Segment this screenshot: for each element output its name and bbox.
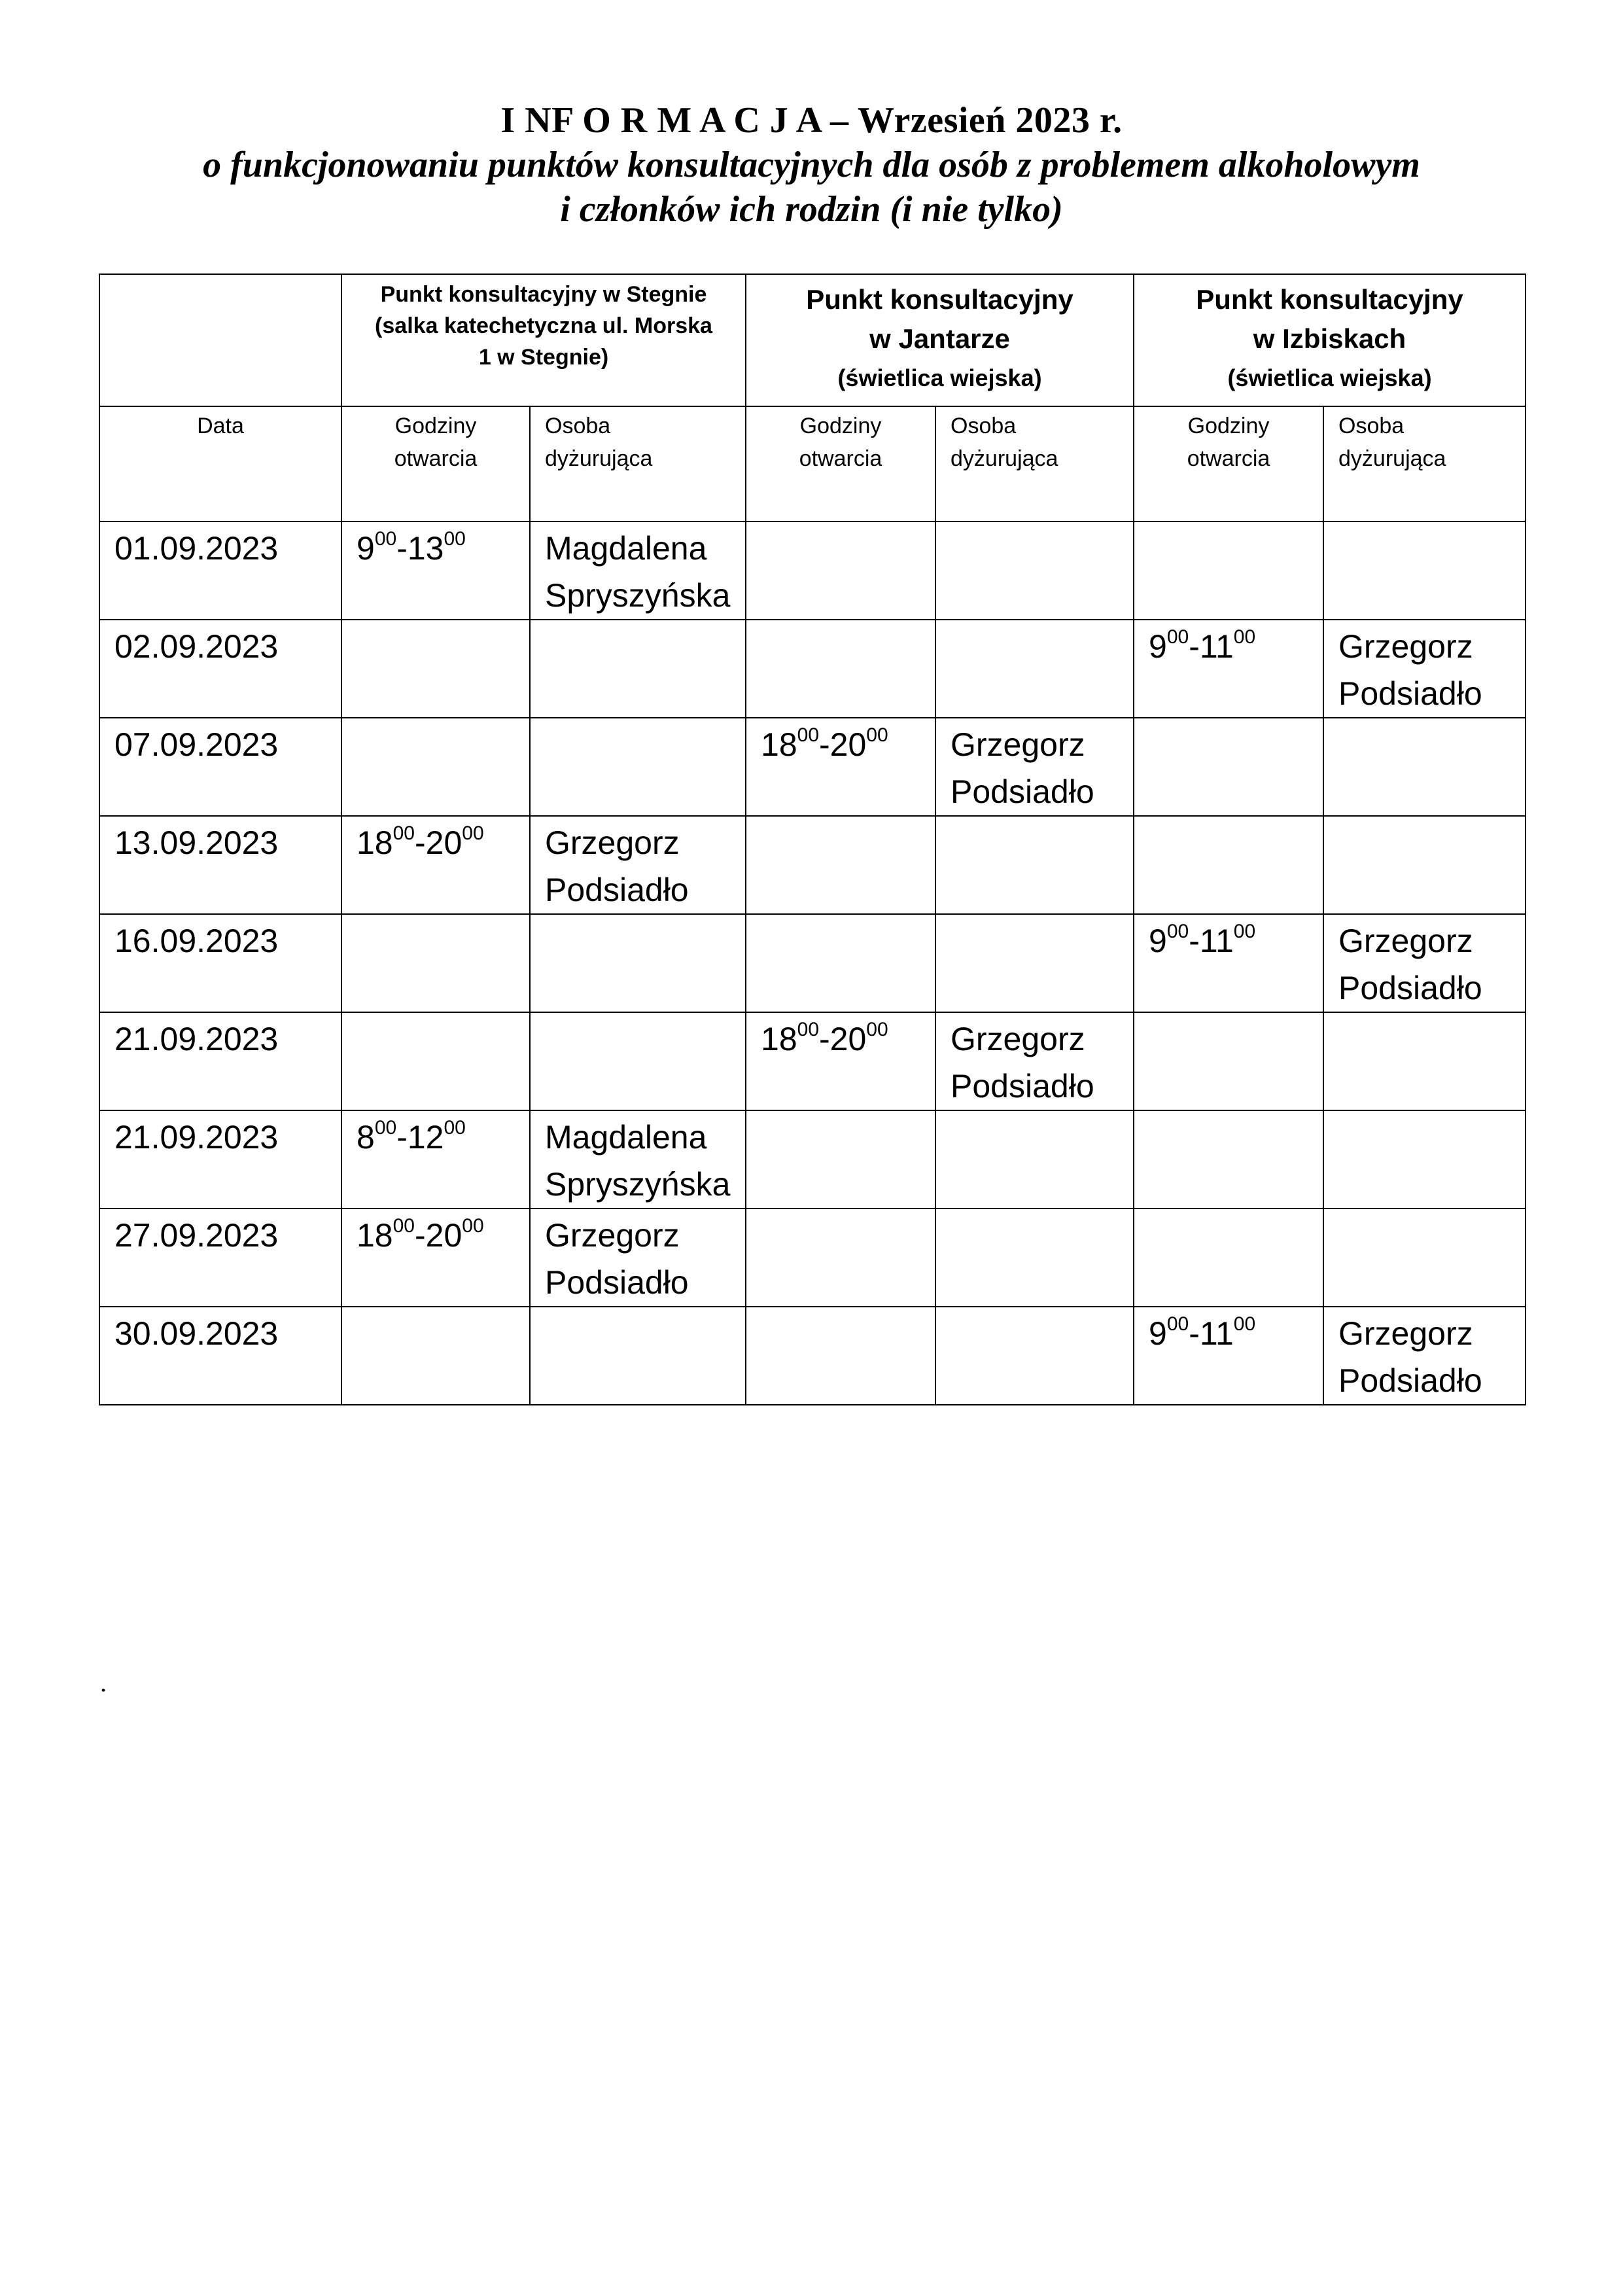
hours-cell	[746, 1209, 935, 1307]
point-header-jantar	[746, 274, 1134, 406]
person-cell	[935, 816, 1134, 914]
hours-cell	[341, 1012, 530, 1110]
title-subtitle-line2: i członków ich rodzin (i nie tylko)	[560, 189, 1063, 230]
date-cell: 30.09.2023	[99, 1307, 341, 1405]
person-cell	[935, 718, 1134, 816]
hours-cell	[1134, 620, 1323, 718]
point-header-line: Punkt konsultacyjny	[1196, 284, 1463, 315]
hours-separator: -	[396, 530, 408, 567]
hours-start-minutes: 00	[1166, 921, 1189, 943]
hours-start-minutes: 00	[797, 724, 820, 747]
person-first-name: Grzegorz	[1338, 1315, 1473, 1352]
person-cell	[935, 1012, 1134, 1110]
person-cell	[530, 1307, 746, 1405]
point-header-line: 1 w Stegnie)	[478, 345, 609, 370]
person-cell	[935, 1110, 1134, 1209]
hours-start-minutes: 00	[393, 822, 415, 845]
hours-separator: -	[1189, 628, 1200, 665]
footer-mark: .	[100, 1668, 107, 1697]
point-header-line: w Jantarze	[869, 323, 1010, 354]
column-header-person	[1323, 406, 1526, 521]
person-cell	[530, 1209, 746, 1307]
hours-end-minutes: 00	[462, 1215, 484, 1237]
date-cell: 21.09.2023	[99, 1012, 341, 1110]
hours-cell	[341, 620, 530, 718]
column-header-label: Godziny	[1187, 414, 1270, 438]
hours-cell	[341, 521, 530, 620]
hours-cell	[746, 620, 935, 718]
person-last-name: Podsiadło	[1338, 970, 1482, 1006]
person-cell	[935, 914, 1134, 1012]
person-first-name: Grzegorz	[951, 726, 1085, 763]
hours-end-minutes: 00	[866, 1019, 888, 1041]
hours-cell	[341, 914, 530, 1012]
person-cell	[1323, 1110, 1526, 1209]
point-header-stegna	[341, 274, 746, 406]
date-cell: 02.09.2023	[99, 620, 341, 718]
schedule-table	[99, 274, 1526, 1405]
person-last-name: Podsiadło	[951, 1068, 1094, 1104]
point-header-line: w Izbiskach	[1253, 323, 1406, 354]
point-header-line: (salka katechetyczna ul. Morska	[375, 313, 712, 338]
person-last-name: Podsiadło	[545, 872, 689, 908]
hours-cell	[1134, 718, 1323, 816]
table-row	[99, 1209, 1526, 1307]
column-header-label: otwarcia	[394, 446, 478, 471]
hours-cell	[1134, 914, 1323, 1012]
person-first-name: Magdalena	[545, 530, 707, 567]
table-row	[99, 816, 1526, 914]
column-header-label: Osoba	[951, 414, 1017, 438]
hours-cell	[341, 1110, 530, 1209]
person-cell	[1323, 914, 1526, 1012]
person-cell	[935, 620, 1134, 718]
hours-cell	[746, 1110, 935, 1209]
table-header-row-columns	[99, 406, 1526, 521]
table-row	[99, 914, 1526, 1012]
person-cell	[530, 620, 746, 718]
hours-end: 20	[829, 726, 867, 763]
person-first-name: Grzegorz	[951, 1021, 1085, 1057]
column-header-person	[935, 406, 1134, 521]
person-cell	[1323, 1012, 1526, 1110]
point-header-line: (świetlica wiejska)	[1227, 364, 1432, 391]
person-cell	[1323, 620, 1526, 718]
hours-cell	[1134, 1110, 1323, 1209]
hours-cell	[746, 1307, 935, 1405]
point-header-line: (świetlica wiejska)	[837, 364, 1042, 391]
hours-cell	[1134, 816, 1323, 914]
hours-cell	[746, 914, 935, 1012]
person-cell	[530, 1012, 746, 1110]
hours-separator: -	[1189, 923, 1200, 959]
person-cell	[530, 816, 746, 914]
hours-end: 11	[1199, 1315, 1234, 1352]
hours-cell	[746, 816, 935, 914]
table-row	[99, 718, 1526, 816]
hours-end: 20	[425, 824, 462, 861]
hours-cell	[341, 718, 530, 816]
schedule-body	[99, 521, 1526, 1405]
hours-start: 8	[357, 1119, 375, 1156]
hours-start: 18	[761, 726, 797, 763]
person-cell	[935, 1307, 1134, 1405]
table-row	[99, 620, 1526, 718]
person-cell	[1323, 521, 1526, 620]
hours-end: 12	[407, 1119, 444, 1156]
person-first-name: Magdalena	[545, 1119, 707, 1156]
hours-cell	[746, 1012, 935, 1110]
column-header-label: dyżurująca	[545, 446, 653, 471]
column-header-person	[530, 406, 746, 521]
hours-end: 11	[1199, 628, 1234, 665]
person-cell	[935, 1209, 1134, 1307]
header-empty-cell	[99, 274, 341, 406]
hours-cell	[341, 1209, 530, 1307]
person-cell	[530, 718, 746, 816]
person-cell	[530, 521, 746, 620]
hours-separator: -	[396, 1119, 408, 1156]
column-header-hours	[1134, 406, 1323, 521]
hours-start-minutes: 00	[1166, 626, 1189, 648]
person-first-name: Grzegorz	[1338, 628, 1473, 665]
hours-end-minutes: 00	[444, 1117, 466, 1139]
hours-cell	[341, 816, 530, 914]
hours-separator: -	[819, 1021, 830, 1057]
hours-cell	[341, 1307, 530, 1405]
hours-start-minutes: 00	[1166, 1313, 1189, 1335]
hours-start-minutes: 00	[393, 1215, 415, 1237]
person-cell	[1323, 718, 1526, 816]
date-cell: 16.09.2023	[99, 914, 341, 1012]
hours-separator: -	[415, 824, 426, 861]
table-header-row-points	[99, 274, 1526, 406]
hours-start-minutes: 00	[374, 528, 397, 550]
hours-start: 18	[357, 824, 393, 861]
point-header-line: Punkt konsultacyjny w Stegnie	[380, 282, 707, 307]
column-header-label: Godziny	[394, 414, 477, 438]
column-header-label: Osoba	[545, 414, 611, 438]
document-title	[0, 98, 1623, 232]
hours-start: 18	[357, 1217, 393, 1254]
hours-end-minutes: 00	[444, 528, 466, 550]
hours-end-minutes: 00	[1233, 1313, 1256, 1335]
hours-end: 20	[829, 1021, 867, 1057]
table-row	[99, 1110, 1526, 1209]
hours-separator: -	[819, 726, 830, 763]
hours-cell	[1134, 1209, 1323, 1307]
hours-cell	[746, 718, 935, 816]
column-header-label: dyżurująca	[951, 446, 1058, 471]
column-header-label: dyżurująca	[1338, 446, 1446, 471]
date-cell: 21.09.2023	[99, 1110, 341, 1209]
hours-cell	[1134, 1307, 1323, 1405]
person-cell	[935, 521, 1134, 620]
table-row	[99, 1012, 1526, 1110]
hours-cell	[746, 521, 935, 620]
person-last-name: Podsiadło	[1338, 1362, 1482, 1399]
hours-start-minutes: 00	[797, 1019, 820, 1041]
person-cell	[530, 914, 746, 1012]
column-header-label: Data	[197, 414, 244, 438]
hours-start: 9	[1149, 628, 1167, 665]
hours-separator: -	[415, 1217, 426, 1254]
hours-end-minutes: 00	[1233, 921, 1256, 943]
hours-separator: -	[1189, 1315, 1200, 1352]
person-first-name: Grzegorz	[545, 1217, 680, 1254]
person-cell	[1323, 816, 1526, 914]
point-header-izbiska	[1134, 274, 1526, 406]
table-row	[99, 1307, 1526, 1405]
hours-start: 9	[357, 530, 375, 567]
column-header-hours	[341, 406, 530, 521]
hours-end: 20	[425, 1217, 462, 1254]
date-cell: 13.09.2023	[99, 816, 341, 914]
hours-end-minutes: 00	[866, 724, 888, 747]
column-header-label: otwarcia	[799, 446, 882, 471]
point-header-line: Punkt konsultacyjny	[806, 284, 1073, 315]
hours-end: 11	[1199, 923, 1234, 959]
hours-end-minutes: 00	[1233, 626, 1256, 648]
date-cell: 07.09.2023	[99, 718, 341, 816]
hours-start: 9	[1149, 923, 1167, 959]
hours-cell	[1134, 521, 1323, 620]
person-last-name: Podsiadło	[545, 1264, 689, 1301]
person-cell	[530, 1110, 746, 1209]
hours-start-minutes: 00	[374, 1117, 397, 1139]
date-cell: 01.09.2023	[99, 521, 341, 620]
column-header-date	[99, 406, 341, 521]
title-heading: I NF O R M A C J A – Wrzesień 2023 r.	[500, 100, 1123, 141]
hours-cell	[1134, 1012, 1323, 1110]
column-header-label: Godziny	[799, 414, 882, 438]
person-last-name: Spryszyńska	[545, 577, 731, 614]
person-cell	[1323, 1209, 1526, 1307]
person-first-name: Grzegorz	[545, 824, 680, 861]
hours-end: 13	[407, 530, 444, 567]
hours-start: 18	[761, 1021, 797, 1057]
column-header-label: Osoba	[1338, 414, 1405, 438]
column-header-label: otwarcia	[1187, 446, 1270, 471]
person-last-name: Spryszyńska	[545, 1166, 731, 1203]
hours-end-minutes: 00	[462, 822, 484, 845]
person-last-name: Podsiadło	[1338, 675, 1482, 712]
person-last-name: Podsiadło	[951, 773, 1094, 810]
table-row	[99, 521, 1526, 620]
column-header-hours	[746, 406, 935, 521]
date-cell: 27.09.2023	[99, 1209, 341, 1307]
person-first-name: Grzegorz	[1338, 923, 1473, 959]
person-cell	[1323, 1307, 1526, 1405]
hours-start: 9	[1149, 1315, 1167, 1352]
title-subtitle-line1: o funkcjonowaniu punktów konsultacyjnych dla osób z problemem alkoholowym	[203, 145, 1420, 185]
